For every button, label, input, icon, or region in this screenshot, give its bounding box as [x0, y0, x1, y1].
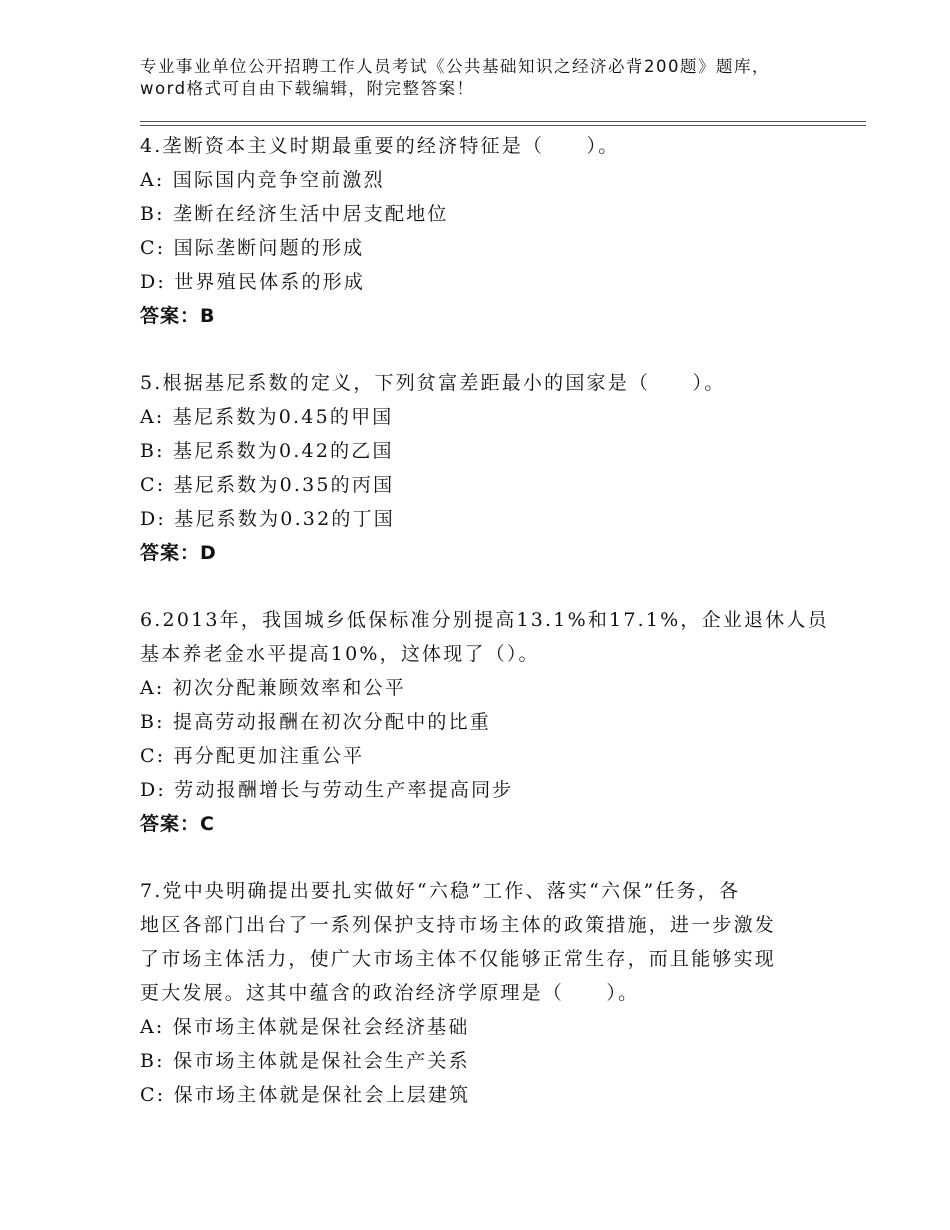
question-stem-line: 了市场主体活力，使广大市场主体不仅能够正常生存，而且能够实现	[140, 948, 777, 970]
answer-option: C: 国际垄断问题的形成	[140, 237, 365, 259]
answer-option: C: 基尼系数为0.35的丙国	[140, 474, 395, 496]
question-stem-line: 5.根据基尼系数的定义，下列贫富差距最小的国家是（ ）。	[140, 372, 726, 394]
header-rule-thick	[140, 121, 866, 122]
question-block	[140, 874, 830, 1112]
question-block	[140, 366, 830, 570]
question-stem-line: 地区各部门出台了一系列保护支持市场主体的政策措施，进一步激发	[140, 914, 777, 936]
answer-key: 答案：B	[140, 305, 216, 327]
question-stem-line: 基本养老金水平提高10%，这体现了（）。	[140, 643, 540, 665]
answer-key: 答案：C	[140, 813, 215, 835]
question-list	[140, 129, 830, 1145]
answer-option: A: 国际国内竞争空前激烈	[140, 169, 385, 191]
answer-option: D: 劳动报酬增长与劳动生产率提高同步	[140, 779, 514, 801]
answer-option: B: 基尼系数为0.42的乙国	[140, 440, 394, 462]
question-stem-line: 4.垄断资本主义时期最重要的经济特征是（ ）。	[140, 135, 620, 157]
header-rule-thin	[140, 125, 866, 126]
answer-option: B: 垄断在经济生活中居支配地位	[140, 203, 449, 225]
question-stem-line: 7.党中央明确提出要扎实做好“六稳”工作、落实“六保”任务，各	[140, 880, 741, 902]
question-block	[140, 129, 830, 333]
answer-option: A: 基尼系数为0.45的甲国	[140, 406, 394, 428]
question-block	[140, 603, 830, 841]
answer-option: A: 保市场主体就是保社会经济基础	[140, 1016, 470, 1038]
document-header	[140, 56, 790, 100]
answer-option: A: 初次分配兼顾效率和公平	[140, 677, 406, 699]
header-text: 专业事业单位公开招聘工作人员考试《公共基础知识之经济必背200题》题库，word格式可自由下载编辑，附完整答案！	[140, 57, 770, 98]
question-stem-line: 更大发展。这其中蕴含的政治经济学原理是（ ）。	[140, 982, 640, 1004]
question-stem-line: 6.2013年，我国城乡低保标准分别提高13.1%和17.1%，企业退休人员	[140, 609, 829, 631]
answer-key: 答案：D	[140, 542, 217, 564]
answer-option: D: 基尼系数为0.32的丁国	[140, 508, 395, 530]
answer-option: C: 再分配更加注重公平	[140, 745, 365, 767]
answer-option: B: 保市场主体就是保社会生产关系	[140, 1050, 470, 1072]
answer-option: D: 世界殖民体系的形成	[140, 271, 366, 293]
answer-option: C: 保市场主体就是保社会上层建筑	[140, 1084, 471, 1106]
answer-option: B: 提高劳动报酬在初次分配中的比重	[140, 711, 492, 733]
